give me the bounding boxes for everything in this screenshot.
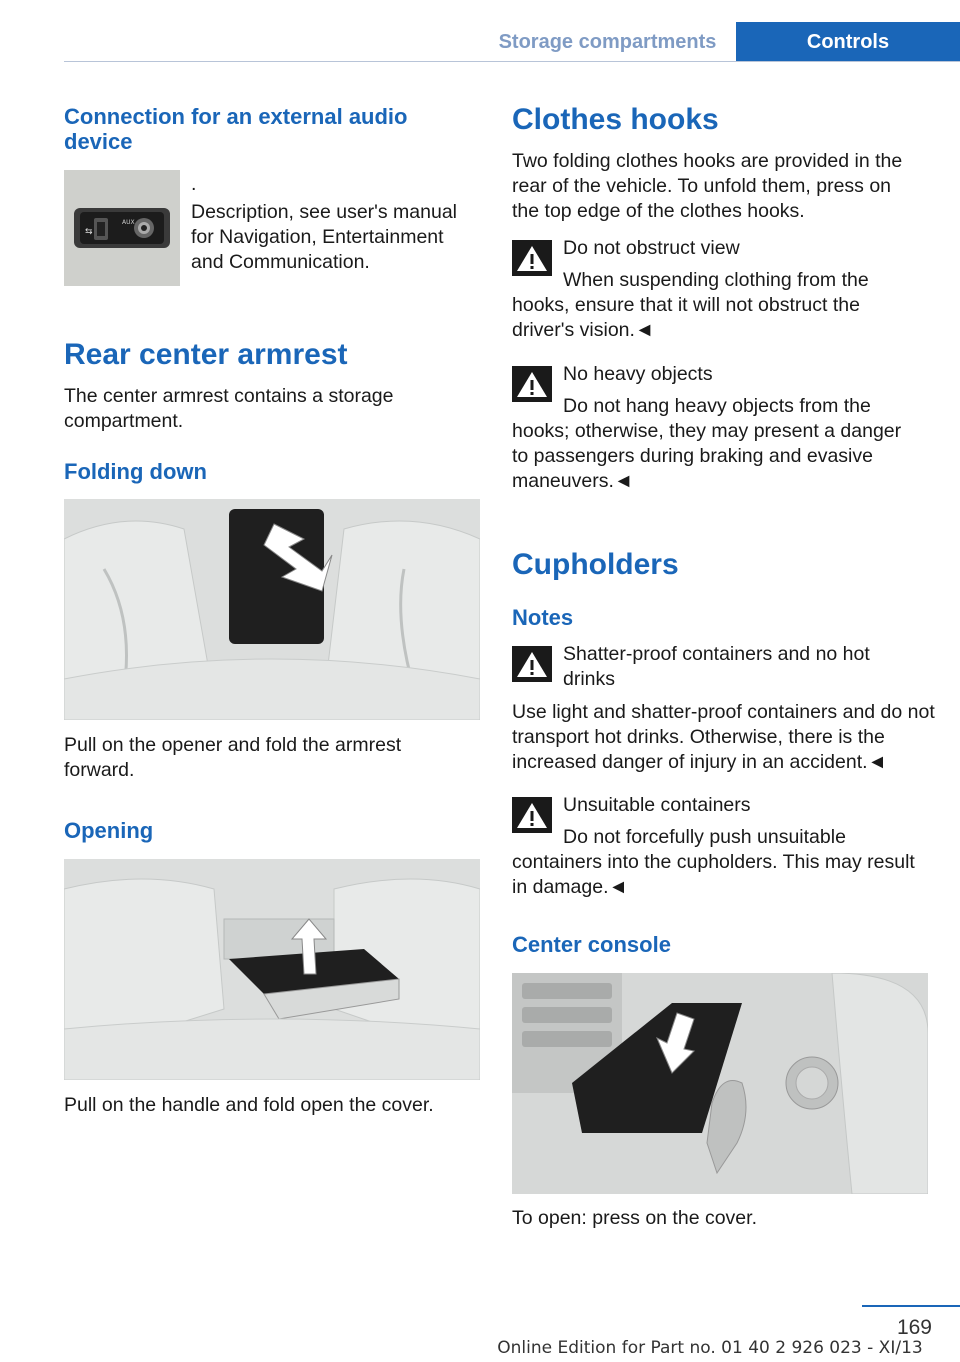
edition-note: Online Edition for Part no. 01 40 2 926 023 - XI/13 [497,1338,923,1358]
warning-heavy-text: Do not hang heavy objects from the hooks; otherwise, they may present a danger to passengers during braking and evasive maneuvers.◄ [512,395,902,492]
cupholders-title: Cupholders [512,548,679,581]
audio-port-figure [64,170,180,286]
center-console-figure [512,973,928,1194]
center-console-title: Center console [512,932,671,957]
audio-section-title: Connection for an external audio device [64,104,408,154]
warning-shatterproof-text: Use light and shatter-proof containers and do not transport hot drinks. Otherwise, there is the increased danger of injury in an accident.◄ [512,701,935,773]
header-rule [64,61,960,62]
footer-rule [862,1305,960,1307]
warning-heavy-title: No heavy objects [563,363,713,385]
opening-figure [64,859,480,1080]
warning-obstruct-title: Do not obstruct view [563,237,740,259]
folding-down-caption: Pull on the opener and fold the armrest forward. [64,734,402,781]
center-console-caption: To open: press on the cover. [512,1207,757,1229]
warning-shatterproof-title: Shatter-proof containers and no hot drinks [563,643,870,690]
folding-down-figure [64,499,480,720]
warning-unsuitable-title: Unsuitable containers [563,794,751,816]
audio-dot: . [191,173,197,195]
notes-title: Notes [512,605,574,630]
svg-text:AUX: AUX [122,219,135,226]
header-section-tab: Storage compartments [480,22,735,62]
warning-triangle-icon [512,646,552,682]
audio-description: Description, see user's manual for Navigation, Entertainment and Communication. [191,201,458,273]
svg-text:⇆: ⇆ [85,227,93,237]
header-chapter-tab: Controls [736,22,960,62]
clothes-hooks-title: Clothes hooks [512,103,719,136]
warning-unsuitable-text: Do not forcefully push unsuitable containers into the cupholders. This may result in damage.◄ [512,826,915,898]
armrest-intro: The center armrest contains a storage compartment. [64,385,394,432]
opening-title: Opening [64,818,154,843]
warning-obstruct-text: When suspending clothing from the hooks, ensure that it will not obstruct the driver's vision.◄ [512,269,869,341]
armrest-section-title: Rear center armrest [64,338,348,371]
clothes-hooks-intro: Two folding clothes hooks are provided in the rear of the vehicle. To unfold them, press on the top edge of the clothes hooks. [512,150,903,222]
page-number: 169 [896,1316,932,1339]
folding-down-title: Folding down [64,459,207,484]
opening-caption: Pull on the handle and fold open the cover. [64,1094,434,1116]
